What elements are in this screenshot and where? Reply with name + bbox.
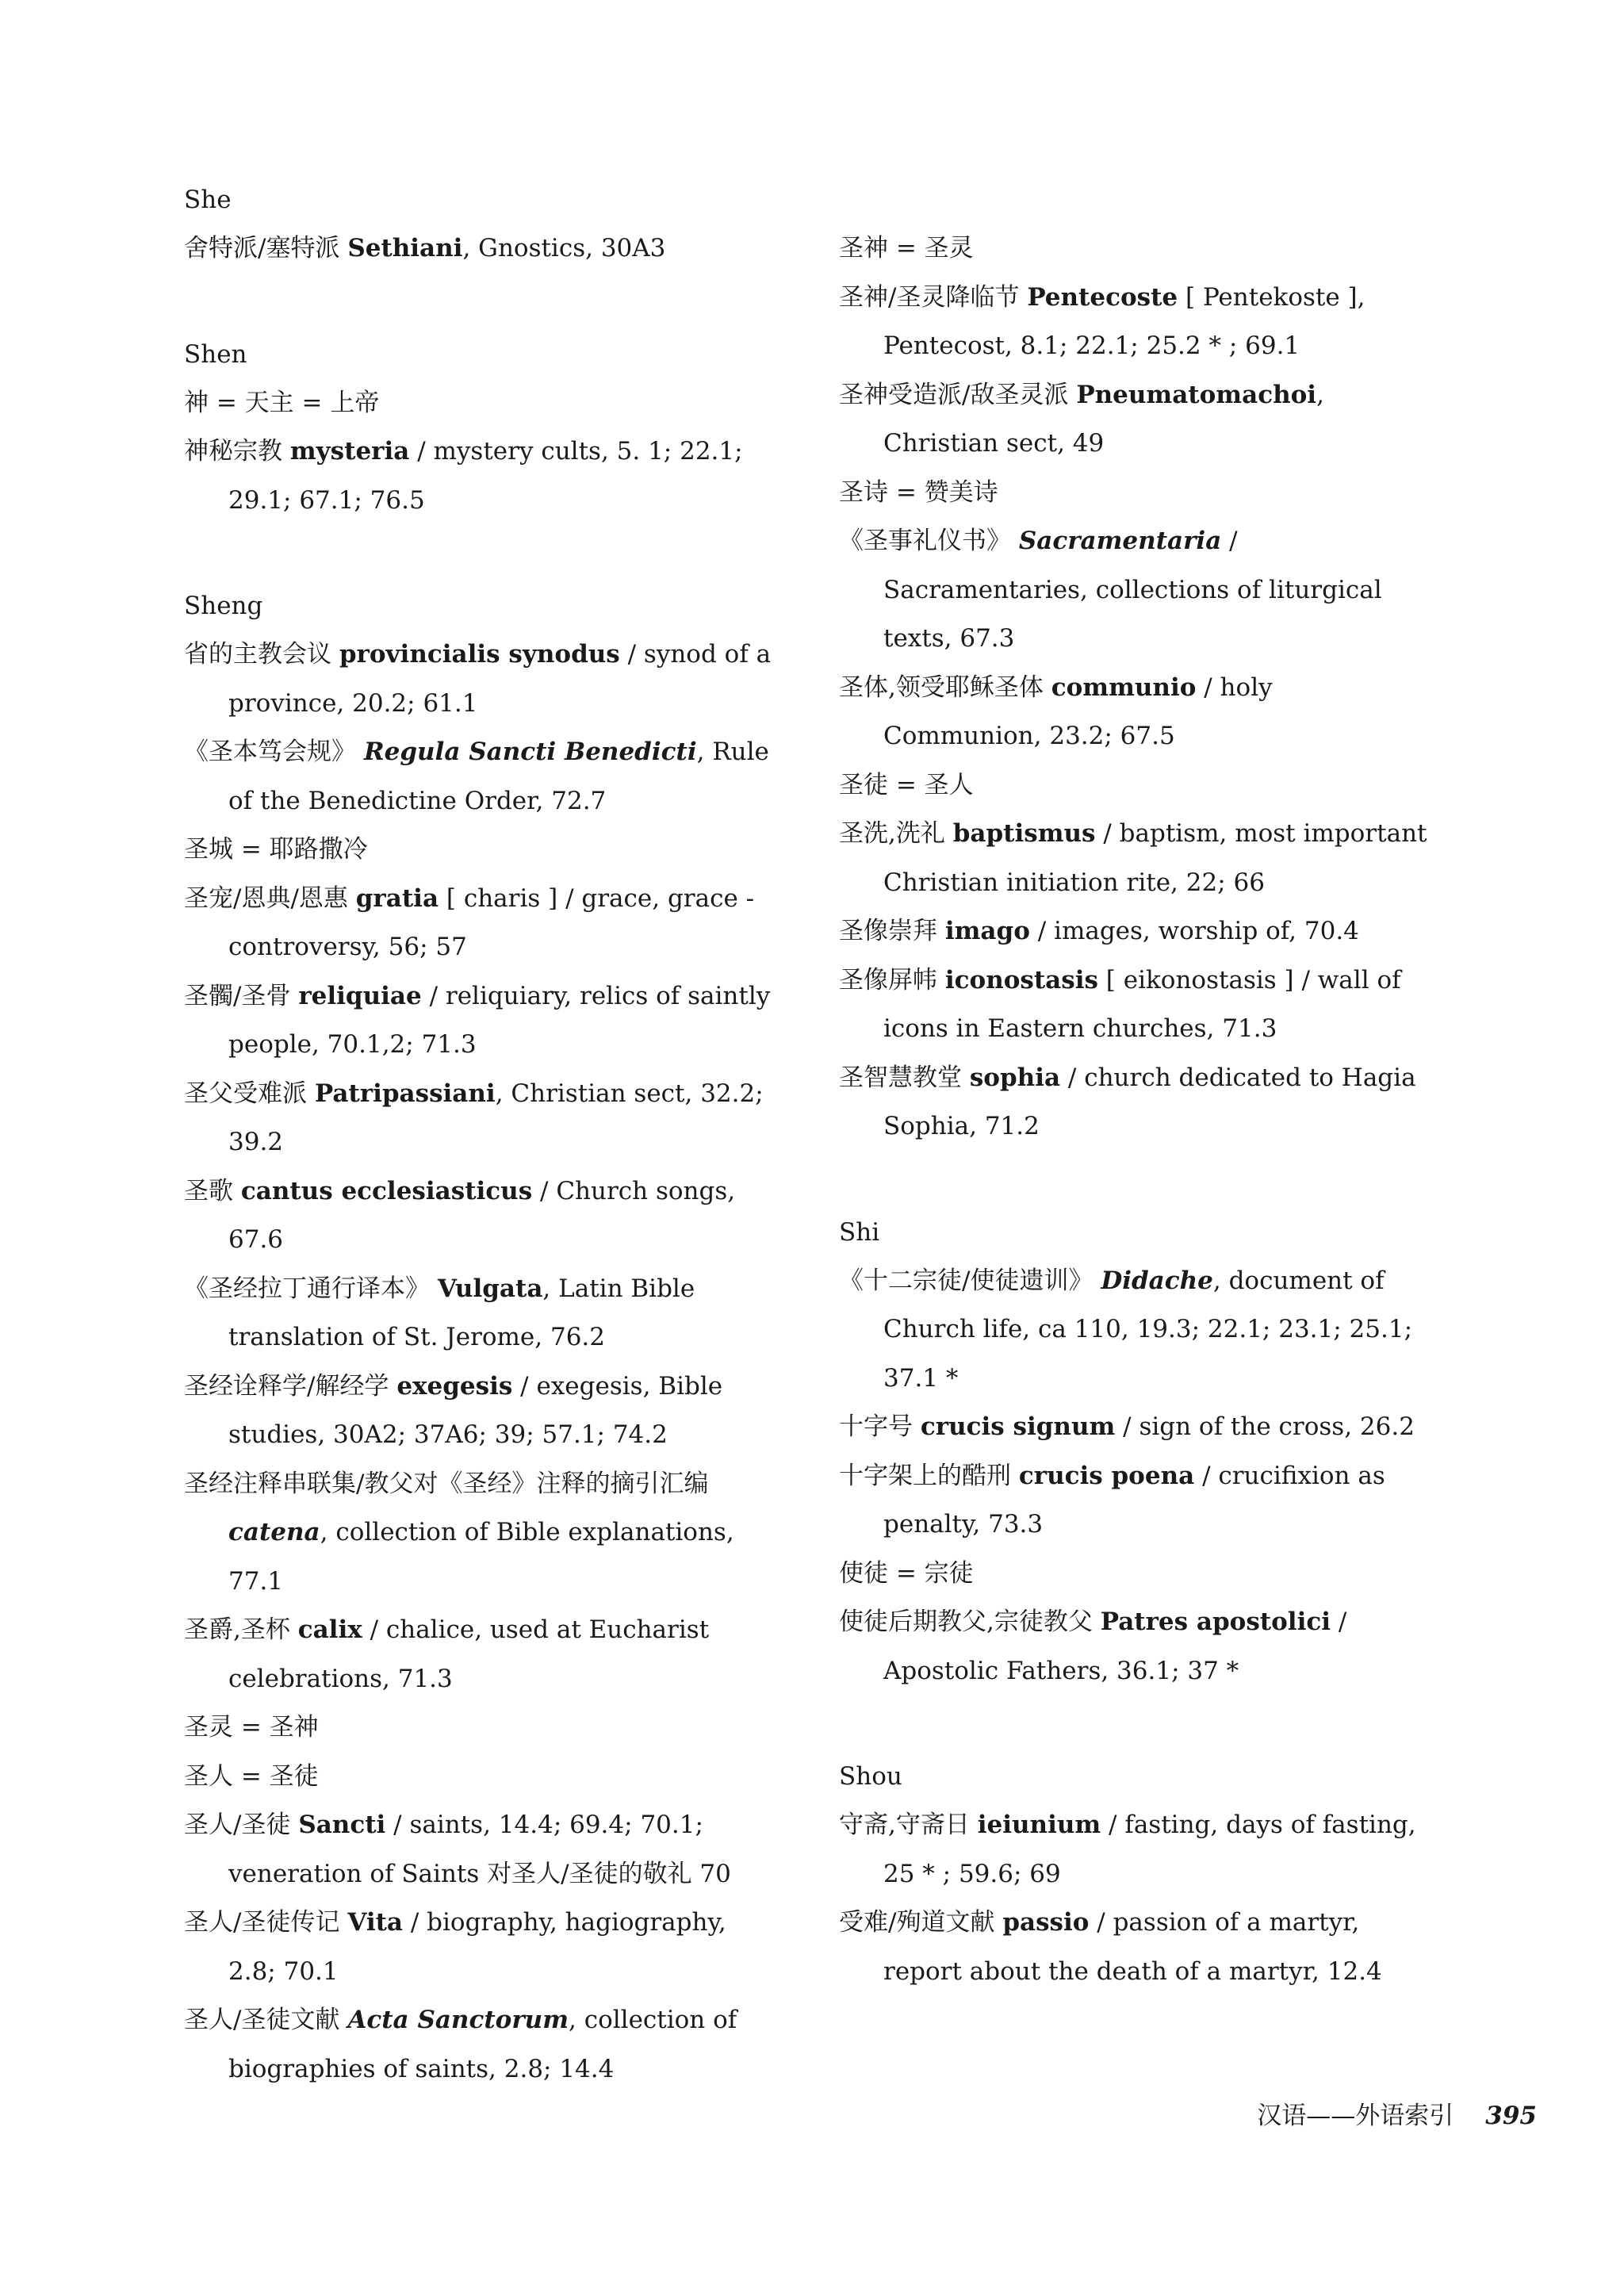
index-entry [839, 1550, 1435, 1599]
index-entry [839, 1899, 1435, 1996]
index-entry [839, 761, 1435, 811]
entry-details: / church dedicated to Hagia Sophia, 71.2 [883, 1063, 1416, 1140]
index-section [839, 1209, 1435, 1696]
entry-term: passio [1002, 1908, 1090, 1937]
entry-details: / Church songs, 67.6 [228, 1176, 736, 1254]
entry-term: Pentecoste [1027, 282, 1178, 312]
index-entry [184, 1167, 780, 1265]
entry-details: / synod of a province, 20.2; 61.1 [228, 640, 772, 718]
entry-chinese: 圣城 = 耶路撒冷 [184, 835, 368, 864]
index-entry [184, 826, 780, 875]
index-entry [184, 630, 780, 728]
entry-chinese: 使徒后期教父,宗徒教父 [839, 1608, 1093, 1636]
index-entry [839, 810, 1435, 907]
entry-term: gratia [355, 883, 439, 913]
index-entry [839, 371, 1435, 469]
entry-term: Patripassiani [314, 1079, 496, 1108]
entry-chinese: 圣像崇拜 [839, 917, 937, 945]
index-entry [839, 664, 1435, 761]
index-entry [184, 224, 780, 274]
index-entry [184, 1362, 780, 1460]
index-entry [184, 972, 780, 1070]
entry-term: crucis poena [1018, 1461, 1195, 1490]
entry-details: [ charis ] / grace, grace - controversy, 56; 57 [228, 883, 755, 961]
index-entry [839, 1257, 1435, 1404]
entry-term: Sacramentaria [1018, 527, 1222, 555]
index-entry [839, 1801, 1435, 1899]
entry-term: Acta Sanctorum [347, 2006, 569, 2034]
entry-term: reliquiae [298, 981, 422, 1010]
entry-details: / sign of the cross, 26.2 [1115, 1412, 1415, 1441]
index-entry [184, 728, 780, 826]
entry-details: [ Pentekoste ], Pentecost, 8.1; 22.1; 25.2 * ; 69.1 [883, 282, 1365, 360]
entry-chinese: 圣父受难派 [184, 1079, 307, 1108]
index-entry [839, 1452, 1435, 1550]
entry-chinese: 圣经诠释学/解经学 [184, 1371, 389, 1401]
index-entry [184, 1070, 780, 1167]
entry-chinese: 圣灵 = 圣神 [184, 1713, 319, 1742]
entry-details: / holy Communion, 23.2; 67.5 [883, 673, 1273, 750]
entry-chinese: 圣洗,洗礼 [839, 819, 945, 848]
entry-chinese: 圣髑/圣骨 [184, 981, 291, 1010]
index-entry [839, 1403, 1435, 1452]
entry-chinese: 圣歌 [184, 1176, 233, 1205]
index-entry [184, 1460, 780, 1607]
entry-details: , Rule of the Benedictine Order, 72.7 [228, 738, 769, 815]
entry-details: , Christian sect, 32.2; 39.2 [228, 1079, 764, 1156]
entry-details: / images, worship of, 70.4 [1029, 917, 1359, 945]
index-entry [184, 1801, 780, 1899]
entry-chinese: 圣人 = 圣徒 [184, 1761, 319, 1791]
entry-details: / Apostolic Fathers, 36.1; 37 * [883, 1608, 1347, 1685]
entry-chinese: 舍特派/塞特派 [184, 234, 340, 263]
entry-details: , Latin Bible translation of St. Jerome, 76.2 [228, 1274, 695, 1351]
entry-term: Didache [1101, 1266, 1213, 1295]
index-section [184, 582, 780, 2094]
entry-details: / crucifixion as penalty, 73.3 [883, 1461, 1385, 1539]
entry-term: calix [297, 1615, 362, 1644]
entry-details: , Gnostics, 30A3 [462, 234, 666, 263]
entry-details: / exegesis, Bible studies, 30A2; 37A6; 39; 57.1; 74.2 [228, 1371, 723, 1449]
entry-chinese: 圣神/圣灵降临节 [839, 282, 1020, 312]
entry-chinese: 圣经注释串联集/教父对《圣经》注释的摘引汇编 [184, 1469, 709, 1498]
entry-details: , Christian sect, 49 [883, 380, 1324, 458]
entry-details: / Sacramentaries, collections of liturgical texts, 67.3 [883, 527, 1382, 653]
entry-chinese: 圣神 = 圣灵 [839, 234, 974, 263]
entry-chinese: 《圣事礼仪书》 [839, 527, 1011, 555]
section-heading: Sheng [184, 592, 263, 620]
section-heading: Shen [184, 339, 247, 369]
entry-term: exegesis [396, 1371, 513, 1401]
entry-term: Patres apostolici [1100, 1608, 1331, 1636]
index-section [184, 331, 780, 526]
page-number: 395 [1485, 2102, 1537, 2130]
index-entry [184, 875, 780, 972]
entry-term: Vita [347, 1908, 404, 1937]
entry-term: catena [228, 1518, 320, 1546]
entry-term: cantus ecclesiasticus [240, 1176, 533, 1205]
index-entry [839, 469, 1435, 518]
entry-term: iconostasis [944, 965, 1098, 994]
index-entry [184, 1899, 780, 1996]
entry-term: imago [944, 917, 1030, 945]
index-section [839, 1753, 1435, 1996]
entry-term: ieiunium [977, 1811, 1101, 1839]
entry-chinese: 圣宠/恩典/恩惠 [184, 883, 348, 913]
entry-chinese: 《圣本笃会规》 [184, 738, 356, 766]
index-entry [184, 1265, 780, 1362]
entry-chinese: 神 = 天主 = 上帝 [184, 388, 380, 417]
entry-chinese: 《圣经拉丁通行译本》 [184, 1274, 430, 1303]
entry-term: Sancti [298, 1811, 386, 1839]
entry-term: sophia [969, 1063, 1061, 1092]
entry-chinese: 《十二宗徒/使徒遗训》 [839, 1266, 1094, 1295]
entry-details: / passion of a martyr, report about the death of a martyr, 12.4 [883, 1908, 1382, 1986]
index-entry [839, 956, 1435, 1054]
entry-details: / reliquiary, relics of saintly people, 70.1,2; 71.3 [228, 981, 771, 1059]
entry-details: / mystery cults, 5. 1; 22.1; 29.1; 67.1; 76.5 [228, 437, 743, 515]
section-heading: Shou [839, 1762, 902, 1791]
entry-details: , document of Church life, ca 110, 19.3; 22.1; 23.1; 25.1; 37.1 * [883, 1266, 1413, 1393]
entry-term: crucis signum [920, 1412, 1116, 1441]
index-entry [184, 1753, 780, 1802]
section-heading: She [184, 186, 232, 214]
index-entry [839, 1054, 1435, 1152]
entry-chinese: 圣徒 = 圣人 [839, 770, 974, 799]
index-section [839, 176, 1435, 1152]
entry-chinese: 圣智慧教堂 [839, 1063, 962, 1092]
entry-details: / chalice, used at Eucharist celebrations, 71.3 [228, 1615, 710, 1693]
index-entry [839, 274, 1435, 371]
page-footer [1257, 2100, 1537, 2132]
index-entry [839, 224, 1435, 274]
entry-term: Vulgata [437, 1274, 543, 1303]
index-entry [184, 1996, 780, 2094]
entry-chinese: 圣人/圣徒传记 [184, 1908, 340, 1937]
entry-details: / biography, hagiography, 2.8; 70.1 [228, 1908, 726, 1986]
index-entry [839, 907, 1435, 956]
entry-term: Pneumatomachoi [1076, 380, 1317, 409]
left-column [184, 176, 780, 2151]
entry-chinese: 十字号 [839, 1412, 913, 1441]
entry-details: / fasting, days of fasting, 25 * ; 59.6; 69 [883, 1811, 1416, 1888]
entry-details: / saints, 14.4; 69.4; 70.1; veneration of Saints 对圣人/圣徒的敬礼 70 [228, 1811, 731, 1888]
entry-chinese: 圣体,领受耶稣圣体 [839, 673, 1044, 702]
entry-details: , collection of biographies of saints, 2.8; 14.4 [228, 2006, 737, 2083]
entry-chinese: 守斋,守斋日 [839, 1811, 970, 1839]
entry-chinese: 使徒 = 宗徒 [839, 1558, 974, 1588]
entry-chinese: 圣爵,圣杯 [184, 1615, 290, 1644]
entry-term: baptismus [952, 819, 1096, 848]
entry-details: / baptism, most important Christian initiation rite, 22; 66 [883, 819, 1427, 897]
right-column [839, 176, 1435, 2053]
entry-term: communio [1051, 673, 1197, 702]
index-entry [184, 379, 780, 428]
index-entry [184, 1606, 780, 1703]
entry-chinese: 十字架上的酷刑 [839, 1461, 1011, 1490]
index-entry [839, 1598, 1435, 1696]
entry-term: Regula Sancti Benedicti [363, 738, 697, 766]
entry-chinese: 神秘宗教 [184, 437, 282, 466]
section-heading: Shi [839, 1217, 880, 1247]
entry-chinese: 圣人/圣徒文献 [184, 2006, 340, 2034]
entry-term: provincialis synodus [339, 640, 620, 669]
entry-term: Sethiani [347, 234, 463, 263]
entry-chinese: 省的主教会议 [184, 640, 331, 669]
entry-chinese: 圣人/圣徒 [184, 1811, 291, 1839]
entry-term: mysteria [289, 437, 410, 466]
index-section [184, 176, 780, 274]
entry-details: [ eikonostasis ] / wall of icons in Eastern churches, 71.3 [883, 965, 1401, 1043]
index-entry [184, 427, 780, 525]
entry-chinese: 圣神受造派/敌圣灵派 [839, 380, 1069, 409]
index-entry [839, 517, 1435, 664]
entry-chinese: 受难/殉道文献 [839, 1908, 995, 1937]
entry-chinese: 圣像屏帏 [839, 965, 937, 994]
section-heading [839, 176, 1435, 224]
running-title: 汉语——外语索引 [1257, 2102, 1454, 2130]
entry-chinese: 圣诗 = 赞美诗 [839, 477, 998, 507]
entry-details: , collection of Bible explanations, 77.1 [228, 1518, 734, 1596]
index-entry [184, 1703, 780, 1753]
